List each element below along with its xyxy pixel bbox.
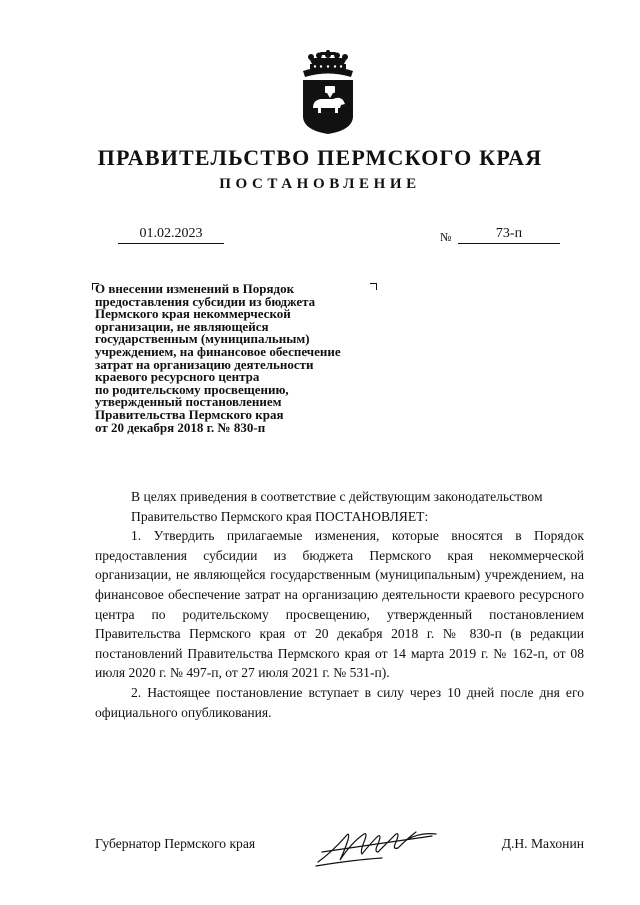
coat-of-arms-icon	[299, 50, 357, 136]
subject-line: затрат на организацию деятельности	[95, 356, 314, 372]
document-number: 73-п	[458, 226, 560, 244]
subject-line: по родительскому просвещению,	[95, 381, 289, 397]
number-sign: №	[440, 230, 452, 244]
subject-line: предоставления субсидии из бюджета	[95, 293, 316, 309]
paragraph-resolves: Правительство Пермского края ПОСТАНОВЛЯЕТ:	[131, 508, 429, 524]
paragraph-item-2: 2. Настоящее постановление вступает в силу через 10 дней после дня его официального опубликования.	[95, 684, 584, 720]
subject-line: краевого ресурсного центра	[95, 369, 260, 385]
document-date: 01.02.2023	[118, 226, 224, 244]
government-title: ПРАВИТЕЛЬСТВО ПЕРМСКОГО КРАЯ	[97, 145, 543, 170]
document-body	[95, 487, 584, 722]
subject-line: Пермского края некоммерческой	[95, 306, 291, 322]
subject-line: О внесении изменений в Порядок	[95, 281, 295, 296]
signer-name: Д.Н. Махонин	[501, 836, 584, 851]
signer-title: Губернатор Пермского края	[95, 836, 256, 851]
subject-line: от 20 декабря 2018 г. № 830-п	[95, 419, 266, 435]
subject-line: утвержденный постановлением	[95, 394, 282, 410]
subject-line: государственным (муниципальным)	[95, 331, 310, 347]
signature-icon	[312, 822, 442, 870]
paragraph-item-1: 1. Утвердить прилагаемые изменения, которые вносятся в Порядок предоставления субсидии из бюджета Пермского края некоммерческой организации, не являющейся государственным (муниципальным) учреждением, на финансовое обеспечение затрат на организацию деятельности краевого ресурсного центра по родительскому просвещению, утвержденный постановлением Правительства Пермского края от 20 декабря 2018 г. № 830-п (в редакции постановлений Правительства Пермского края от 14 марта 2019 г. № 162-п, от 08 июля 2020 г. № 497-п, от 27 июля 2021 г. № 531-п).	[95, 528, 584, 681]
subject-line: организации, не являющейся	[95, 318, 269, 334]
paragraph-preamble: В целях приведения в соответствие с действующим законодательством	[131, 489, 543, 504]
subject-line: Правительства Пермского края	[95, 406, 284, 422]
subject-heading	[95, 283, 395, 434]
document-type: ПОСТАНОВЛЕНИЕ	[219, 176, 421, 192]
subject-line: учреждением, на финансовое обеспечение	[95, 343, 341, 359]
